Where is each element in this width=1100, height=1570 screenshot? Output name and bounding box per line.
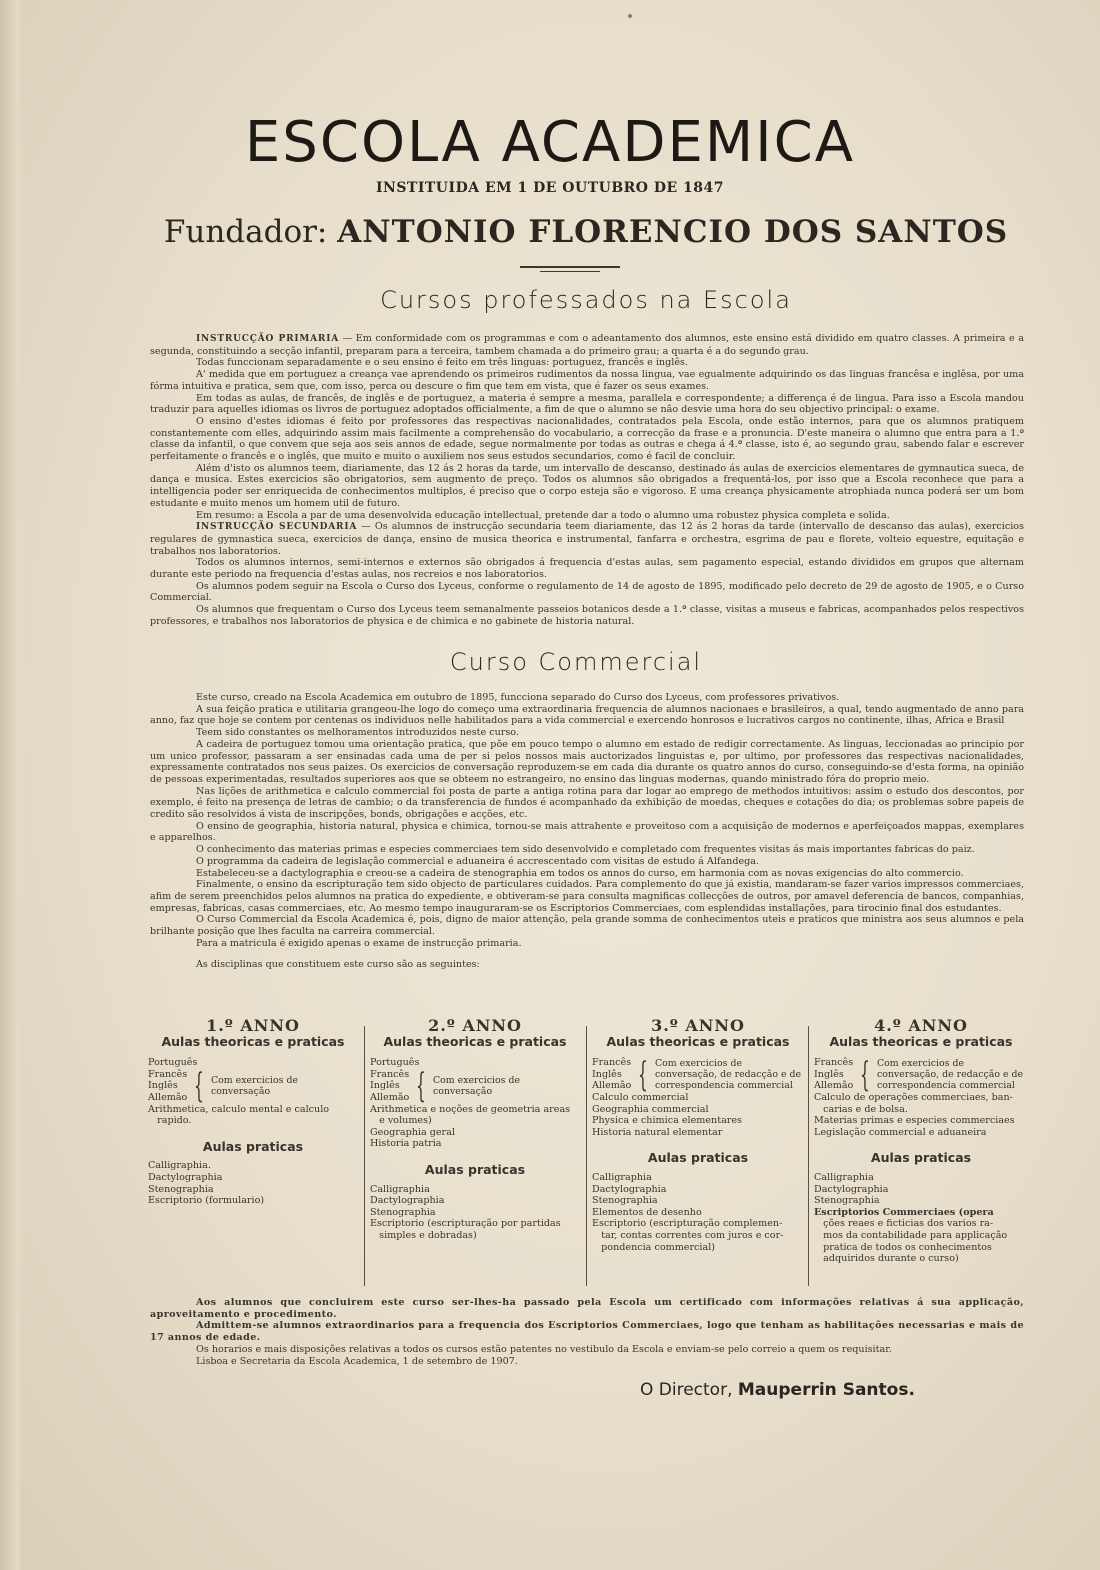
language-list	[370, 1069, 409, 1104]
language-item: Francês	[592, 1057, 632, 1069]
director-label: O Director,	[640, 1380, 733, 1400]
brace-glyph: {	[194, 1066, 205, 1107]
commercial-heading: Curso Commercial	[449, 648, 703, 676]
practice-item: Stenographia	[148, 1183, 214, 1195]
subject-item: e volumes)	[370, 1115, 432, 1127]
brace-glyph: {	[638, 1054, 649, 1095]
column-divider	[364, 1026, 365, 1286]
practice-item: Calligraphia.	[148, 1160, 211, 1172]
practice-item: Stenographia	[370, 1206, 436, 1218]
practice-item: pratica de todos os conhecimentos	[814, 1241, 992, 1253]
language-item: Inglês	[592, 1068, 622, 1080]
subject-item: Physica e chimica elementares	[592, 1115, 742, 1127]
language-note: Com exercicios de conversação	[210, 1075, 299, 1098]
paragraph: Todos os alumnos internos, semi-internos e externos são obrigados á frequencia d'estas aulas, sem pagamento especial, estando divididos em grupos que alternam durante este periodo na frequencia d'estas aulas, nos recreios e nos laboratorios.	[150, 557, 1024, 581]
language-list	[592, 1057, 631, 1092]
year-column	[592, 1016, 804, 1288]
date-line: Lisboa e Secretaria da Escola Academica, 1 de setembro de 1907.	[196, 1355, 518, 1367]
language-note: Com exercicios de conversação, de redacção e de correspondencia commercial	[654, 1058, 802, 1092]
commercial-paragraph: Estabeleceu-se a dactylographia e creou-se a cadeira de stenographia em todos os annos do curso, em harmonia com as novas exigencias do alto commercio.	[196, 867, 964, 879]
year-columns	[148, 1016, 1032, 1288]
theory-heading: Aulas theoricas e praticas	[829, 1033, 1013, 1049]
language-list	[814, 1057, 853, 1092]
subject-item: Arithmetica e noções de geometria areas	[370, 1103, 571, 1115]
cursos-text	[150, 333, 1024, 628]
commercial-paragraph: O ensino de geographia, historia natural, physica e chimica, tornou-se mais attrahente e proveitoso com a acquisição de modernos e aperfeiçoados mappas, exemplares e apparelhos.	[150, 820, 1024, 844]
disciplinas-intro: As disciplinas que constituem este curso são as seguintes:	[196, 959, 480, 971]
column-divider	[808, 1026, 809, 1286]
secundaria-paragraph: INSTRUCÇÃO SECUNDARIA — Os alumnos de instrucção secundaria teem diariamente, das 12 ás 2 horas da tarde (intervallo de descanso das aulas), exercicios regulares de gymnastica sueca, exercicios de dança, ensino de musica theorica e instrumental, fanfarra e orchestra, esgrima de pau e florete, volteio equestre, equitação e trabalhos nos laboratorios.	[150, 521, 1024, 557]
subject-item: Geographia commercial	[592, 1103, 709, 1115]
commercial-paragraph: O Curso Commercial da Escola Academica é, pois, digno de maior attenção, pela grande somma de conhecimentos uteis e praticos que ministra aos seus alumnos e pela brilhante posição que lhes faculta na carreira commercial.	[150, 914, 1024, 938]
language-item: Francês	[814, 1057, 854, 1069]
subject-item: rapido.	[148, 1115, 192, 1127]
footer-notes	[150, 1297, 1024, 1367]
subject-item: Calculo commercial	[592, 1091, 689, 1103]
language-item: Allemão	[814, 1080, 854, 1092]
subject-item: Calculo de operações commerciaes, ban-	[814, 1091, 1013, 1103]
practice-heading: Aulas praticas	[202, 1138, 304, 1154]
language-item: Inglês	[370, 1080, 400, 1092]
language-list	[148, 1069, 187, 1104]
practice-item: pondencia commercial)	[592, 1241, 716, 1253]
paragraph: Em resumo: a Escola a par de uma desenvolvida educação intellectual, pretende dar a todo o alumno uma robustez physica completa e solida.	[196, 509, 890, 521]
director-name: Mauperrin Santos.	[737, 1380, 915, 1400]
subject-item: Legislação commercial e aduaneira	[814, 1126, 987, 1138]
brace-glyph: {	[860, 1054, 871, 1095]
practice-item: Calligraphia	[370, 1183, 430, 1195]
language-item: Allemão	[148, 1091, 188, 1103]
commercial-text	[150, 692, 1024, 971]
practice-item: Elementos de desenho	[592, 1206, 702, 1218]
paragraph: Em todas as aulas, de francês, de inglês e de portuguez, a materia é sempre a mesma, parallela e correspondente; a differença é de lingua. Para isso a Escola mandou traduzir para aquelles idiomas os livros de portuguez adoptados officialmente, a fim de que o alumno se não desvie uma hora do seu objectivo principal: o exame.	[150, 392, 1024, 416]
primaria-label: INSTRUCÇÃO PRIMARIA	[196, 334, 340, 344]
subject-item: Historia patria	[370, 1138, 442, 1150]
practice-item: mos da contabilidade para applicação	[814, 1229, 1008, 1241]
paragraph: Os alumnos que frequentam o Curso dos Lyceus teem semanalmente passeios botanicos desde a 1.ª classe, visitas a museus e fabricas, acompanhados pelos respectivos professores, e trabalhos nos laboratorios de physica e de chimica e no gabinete de historia natural.	[150, 604, 1024, 627]
cursos-heading: Cursos professados na Escola	[380, 286, 792, 314]
subject-item: Materias primas e especies commerciaes	[814, 1115, 1015, 1127]
practice-item: tar, contas correntes com juros e cor-	[592, 1229, 784, 1241]
language-item: Francês	[370, 1068, 410, 1080]
languages-group	[592, 1054, 804, 1095]
commercial-paragraph: Nas lições de arithmetica e calculo commercial foi posta de parte a antiga rotina para dar logar ao emprego de methodos intuitivos: assim o estudo dos descontos, por exemplo, é feito na presença de letras de cambio; o da transferencia de fundos é acompanhado da exhibição de moedas, cheques e cotações do dia; os problemas sobre papeis de credito são resolvidos á vista de inscripções, bonds, obrigações e acções, etc.	[150, 785, 1024, 821]
subject-item: Arithmetica, calculo mental e calculo	[148, 1103, 330, 1115]
practice-item: Escriptorio (escripturação por partidas	[370, 1218, 561, 1230]
practice-heading: Aulas praticas	[870, 1150, 972, 1166]
admission-note: Admittem-se alumnos extraordinarios para a frequencia dos Escriptorios Commerciaes, logo que tenham as habilitações necessarias e mais de 17 annos de edade.	[150, 1320, 1024, 1344]
practice-item: Stenographia	[814, 1195, 880, 1207]
languages-group	[148, 1066, 358, 1107]
year-column	[814, 1016, 1028, 1288]
subject-item: Português	[370, 1057, 420, 1069]
theory-heading: Aulas theoricas e praticas	[606, 1033, 790, 1049]
paragraph: Todas funccionam separadamente e o seu ensino é feito em três linguas: portuguez, francês e inglês.	[196, 357, 688, 369]
commercial-paragraph: O conhecimento das materias primas e especies commerciaes tem sido desenvolvido e completado com frequentes visitas ás mais importantes fabricas do paiz.	[196, 844, 975, 856]
poster-title: ESCOLA ACADEMICA	[244, 110, 856, 175]
commercial-paragraph: Para a matricula é exigido apenas o exame de instrucção primaria.	[196, 937, 522, 949]
commercial-paragraph: Teem sido constantes os melhoramentos introduzidos neste curso.	[196, 727, 519, 739]
paragraph: Além d'isto os alumnos teem, diariamente, das 12 ás 2 horas da tarde, um intervallo de descanso, destinado ás aulas de exercicios elementares de gymnautica sueca, de dança e musica. Estes exercicios são obrigatorios, sem augmento de preço. Todos os alumnos são obrigados a frequentá-los, por isso que a Escola reconhece que para a intelligencia poder ser enriquecida de conhecimentos multiplos, é preciso que o corpo esteja são e vigoroso. E uma creança physicamente atrophiada nunca poderá ser um bom estudante e muito menos um homem util de futuro.	[150, 462, 1024, 509]
horarios-note: Os horarios e mais disposições relativas a todos os cursos estão patentes no vestibulo da Escola e enviam-se pelo correio a quem os requisitar.	[196, 1343, 892, 1355]
divider-rule-thin	[540, 271, 600, 272]
theory-heading: Aulas theoricas e praticas	[161, 1033, 345, 1049]
practice-item: Dactylographia	[814, 1183, 889, 1195]
founding-date: INSTITUIDA EM 1 DE OUTUBRO DE 1847	[375, 180, 725, 196]
language-item: Inglês	[148, 1080, 178, 1092]
subject-item: Geographia geral	[370, 1126, 455, 1138]
language-item: Allemão	[370, 1091, 410, 1103]
year-title: 2.º ANNO	[428, 1016, 522, 1035]
column-divider	[586, 1026, 587, 1286]
commercial-paragraph: Finalmente, o ensino da escripturação tem sido objecto de particulares cuidados. Para complemento do que já existia, mandaram-se fazer varios impressos commerciaes, afim de serem preenchidos pelos alumnos na pratica do expediente, e obtiveram-se para consulta magnificas collecções de outros, por amavel deferencia de bancos, companhias, empresas, fabricas, casas commerciaes, etc. Ao mesmo tempo inauguraram-se os Escriptorios Commerciaes, com esplendidas installações, para tirocinio final dos estudantes.	[150, 879, 1024, 914]
practice-item: adquiridos durante o curso)	[814, 1253, 959, 1265]
year-column	[370, 1016, 580, 1288]
language-item: Inglês	[814, 1068, 844, 1080]
practice-item: Stenographia	[592, 1195, 658, 1207]
paragraph: O ensino d'estes idiomas é feito por professores das respectivas nacionalidades, contratados pela Escola, onde estão internos, para que os alumnos pratiquem constantemente com elles, adquirindo assim mais facilmente a comprehensão do vocabulario, a correcção da frase e a pronuncia. D'este maneira o alumno que entra para a 1.ª classe da infantil, o que convem que seja aos seis annos de edade, segue normalmente por todas as outras e chega á 4.ª classe, isto é, ao segundo grau, sabendo falar e escrever perfeitamente o francês e o inglês, que muito e muito o auxiliem nos seus estudos secundarios, como é facil de concluir.	[150, 415, 1024, 463]
practice-item: Escriptorios Commerciaes (opera	[814, 1206, 994, 1218]
subject-item: Português	[148, 1057, 198, 1069]
practice-item: Escriptorio (formulario)	[148, 1195, 265, 1207]
practice-item: Dactylographia	[370, 1195, 445, 1207]
certificate-note: Aos alumnos que concluirem este curso ser-lhes-ha passado pela Escola um certificado com informações relativas á sua applicação, aproveitamento e procedimento.	[150, 1297, 1024, 1320]
subject-item: carias e de bolsa.	[814, 1103, 908, 1115]
founder-label: Fundador:	[163, 214, 328, 250]
practice-item: ções reaes e ficticias dos varios ra-	[814, 1218, 994, 1230]
primaria-paragraph: INSTRUCÇÃO PRIMARIA — Em conformidade com os programmas e com o adeantamento dos alumnos, este ensino está dividido em quatro classes. A primeira e a segunda, constituindo a secção infantil, preparam para a terceira, tambem chamada a do primeiro grau; a quarta é a do segundo grau.	[150, 333, 1024, 357]
practice-item: Dactylographia	[592, 1183, 667, 1195]
practice-item: Calligraphia	[814, 1171, 874, 1183]
practice-heading: Aulas praticas	[647, 1150, 749, 1166]
language-item: Allemão	[592, 1080, 632, 1092]
paragraph: A' medida que em portuguez a creança vae aprendendo os primeiros rudimentos da nossa lingua, vae egualmente adquirindo os das linguas francêsa e inglêsa, por uma fórma intuitiva e pratica, sem que, com isso, perca ou descure o fim que tem em vista, que é fazer os seus exames.	[150, 369, 1024, 392]
year-title: 1.º ANNO	[206, 1016, 300, 1035]
paper-speck	[628, 14, 632, 18]
commercial-paragraph: Este curso, creado na Escola Academica em outubro de 1895, funcciona separado do Curso dos Lyceus, com professores privativos.	[196, 692, 840, 703]
brace-glyph: {	[416, 1066, 427, 1107]
language-note: Com exercicios de conversação, de redacção e de correspondencia commercial	[876, 1058, 1024, 1092]
practice-item: simples e dobradas)	[370, 1229, 477, 1241]
languages-group	[814, 1054, 1028, 1095]
year-column	[148, 1016, 358, 1288]
languages-group	[370, 1066, 580, 1107]
language-note: Com exercicios de conversação	[432, 1075, 521, 1098]
director-signature	[640, 1380, 915, 1400]
practice-item: Calligraphia	[592, 1171, 652, 1183]
theory-heading: Aulas theoricas e praticas	[383, 1033, 567, 1049]
practice-heading: Aulas praticas	[424, 1161, 526, 1177]
paragraph: Os alumnos podem seguir na Escola o Curso dos Lyceus, conforme o regulamento de 14 de agosto de 1895, modificado pelo decreto de 29 de agosto de 1905, e o Curso Commercial.	[150, 580, 1024, 604]
secundaria-label: INSTRUCÇÃO SECUNDARIA	[196, 522, 358, 533]
subject-item: Historia natural elementar	[592, 1126, 723, 1138]
commercial-paragraph: A cadeira de portuguez tomou uma orientação pratica, que põe em pouco tempo o alumno em estado de redigir correctamente. As linguas, leccionadas ao principio por um unico professor, passaram a ser ensinadas cada uma de per si pelos nossos mais auctorizados linguistas e, por ultimo, por professores das respectivas nacionalidades, expressamente contratados nos seus paizes. Os exercicios de conversação reproduzem-se em cada dia durante os quatro annos do curso, conseguindo-se d'esta forma, na opinião de pessoas experimentadas, resultados superiores aos que se obteem no estrangeiro, no ensino das linguas modernas, quando ministrado fóra do proprio meio.	[150, 738, 1024, 785]
year-title: 4.º ANNO	[874, 1016, 968, 1035]
commercial-paragraph: O programma da cadeira de legislação commercial e aduaneira é accrescentado com visitas de estudo á Alfandega.	[196, 855, 760, 867]
practice-item: Dactylographia	[148, 1171, 223, 1183]
founder-name: ANTONIO FLORENCIO DOS SANTOS	[337, 214, 1009, 250]
practice-item: Escriptorio (escripturação complemen-	[592, 1218, 783, 1230]
divider-rule	[520, 266, 620, 268]
founder-line	[0, 214, 1100, 250]
language-item: Francês	[148, 1068, 188, 1080]
year-title: 3.º ANNO	[651, 1016, 745, 1035]
commercial-paragraph: A sua feição pratica e utilitaria grangeou-lhe logo do começo uma extraordinaria frequencia de alumnos nacionaes e brasileiros, a qual, tendo augmentado de anno para anno, faz que hoje se contem por centenas os individuos nelle habilitados para a vida commercial e exercendo honrosos e lucrativos cargos no continente, ilhas, Africa e Brasil	[150, 703, 1024, 727]
